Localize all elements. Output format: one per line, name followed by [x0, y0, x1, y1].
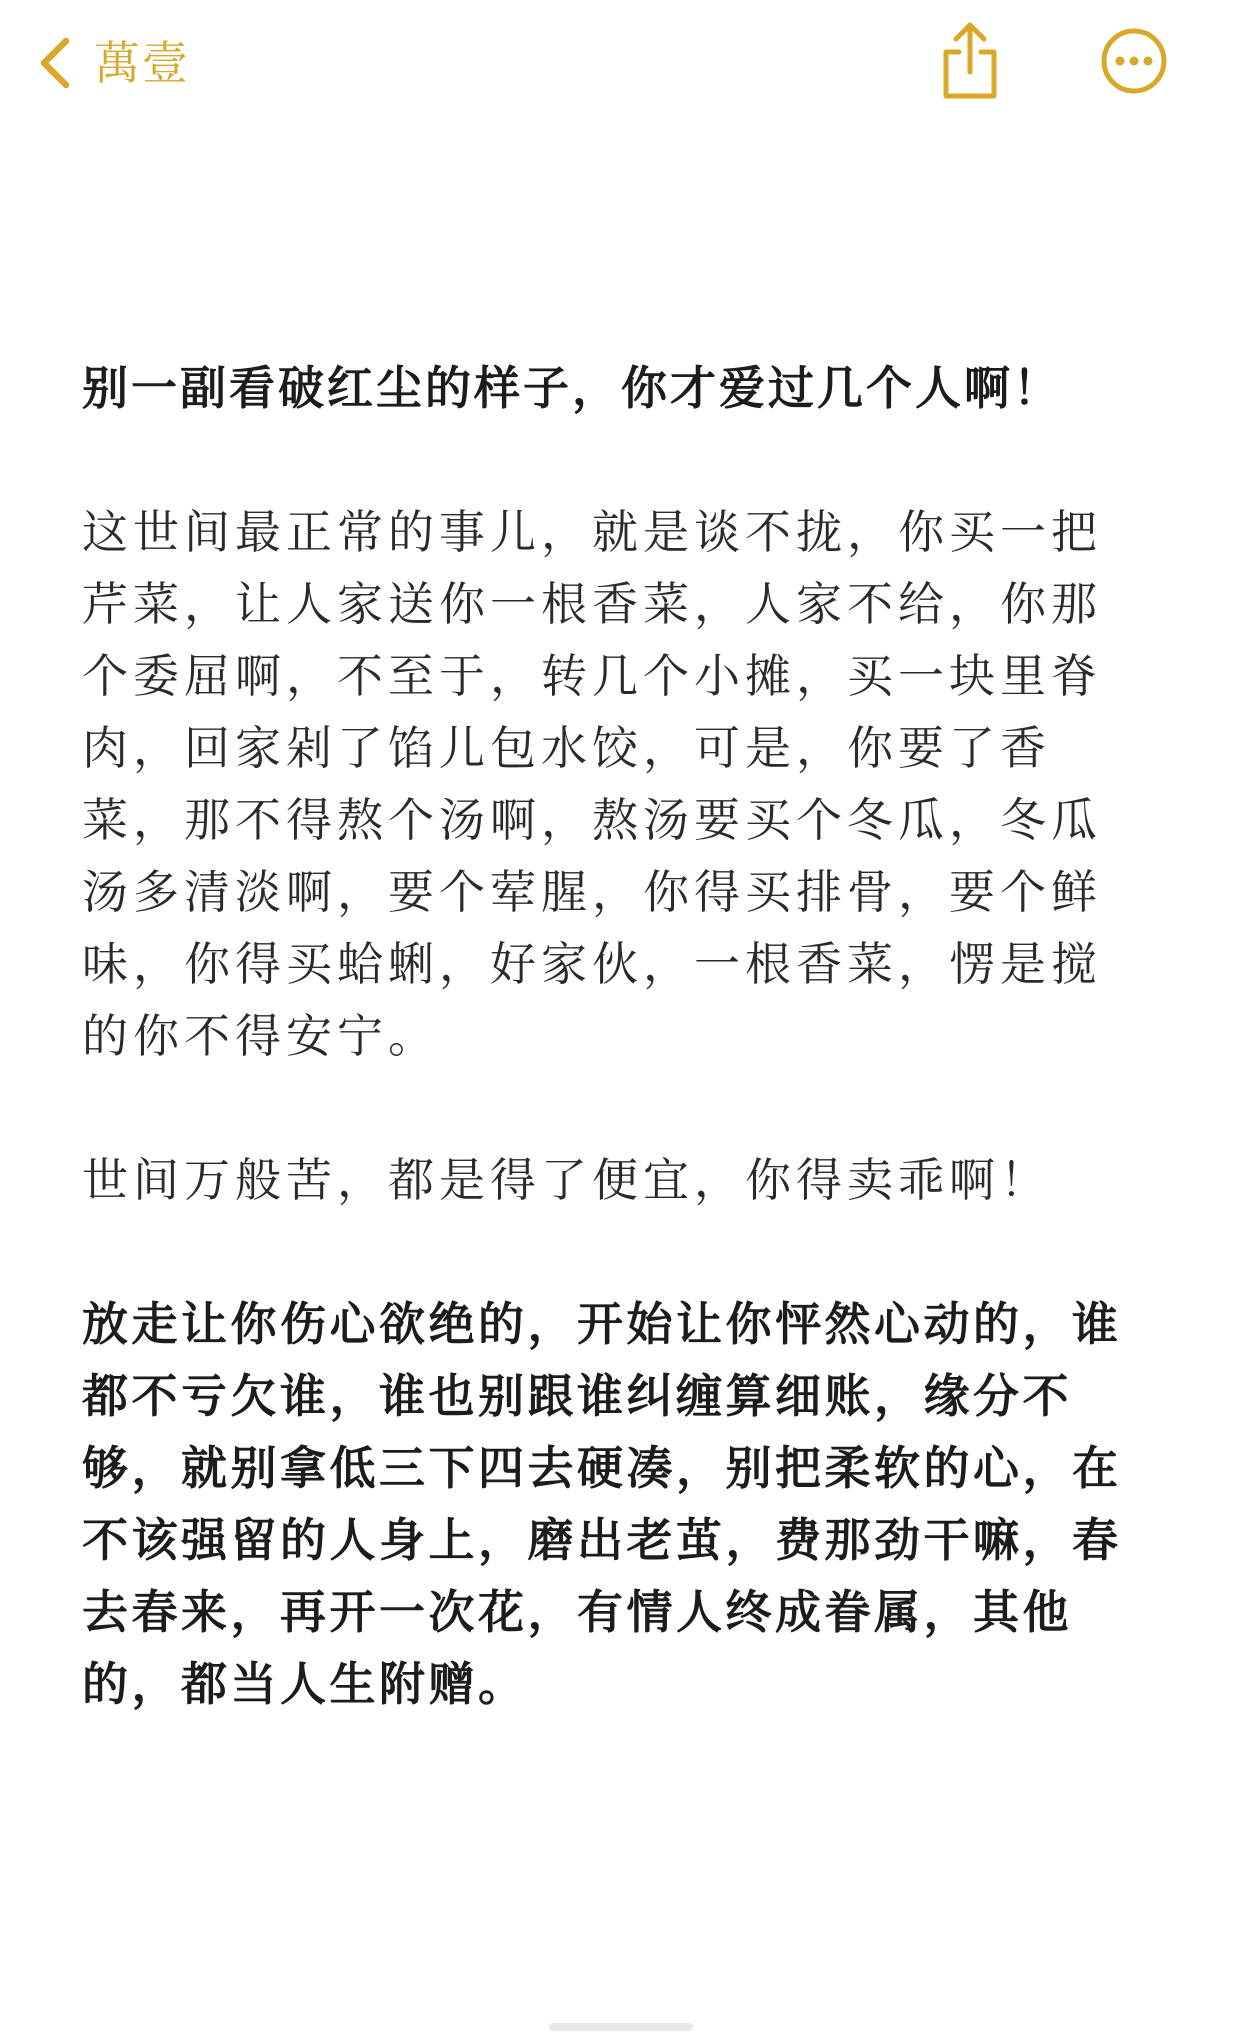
paragraph-1: 这世间最正常的事儿，就是谈不拢，你买一把芹菜，让人家送你一根香菜，人家不给，你那个委屈啊，不至于，转几个小摊，买一块里脊肉，回家剁了馅儿包水饺，可是，你要了香菜，那不得熬个汤啊，熬汤要买个冬瓜，冬瓜汤多清淡啊，要个荤腥，你得买排骨，要个鲜味，你得买蛤蜊，好家伙，一根香菜，愣是搅的你不得安宁。: [82, 505, 1102, 1063]
paragraph-spacer: [82, 1072, 1122, 1144]
chevron-left-icon: [38, 35, 72, 91]
paragraph-spacer: [82, 424, 1122, 496]
paragraph-3: 放走让你伤心欲绝的，开始让你怦然心动的，谁都不亏欠谁，谁也别跟谁纠缠算细账，缘分不够，就别拿低三下四去硬凑，别把柔软的心，在不该强留的人身上，磨出老茧，费那劲干嘛，春去春来，再开一次花，有情人终成眷属，其他的，都当人生附赠。: [82, 1297, 1122, 1711]
note-title: 别一副看破红尘的样子，你才爱过几个人啊！: [82, 361, 1062, 415]
back-button[interactable]: [38, 28, 190, 98]
navigation-bar: [0, 0, 1242, 130]
paragraph-spacer: [82, 1216, 1122, 1288]
ellipsis-circle-icon[interactable]: [1100, 27, 1168, 95]
paragraph-2: 世间万般苦，都是得了便宜，你得卖乖啊！: [82, 1153, 1051, 1207]
share-icon[interactable]: [938, 20, 1002, 100]
note-content[interactable]: [82, 352, 1122, 1720]
home-indicator: [549, 2023, 693, 2031]
back-label: 萬壹: [94, 36, 190, 90]
